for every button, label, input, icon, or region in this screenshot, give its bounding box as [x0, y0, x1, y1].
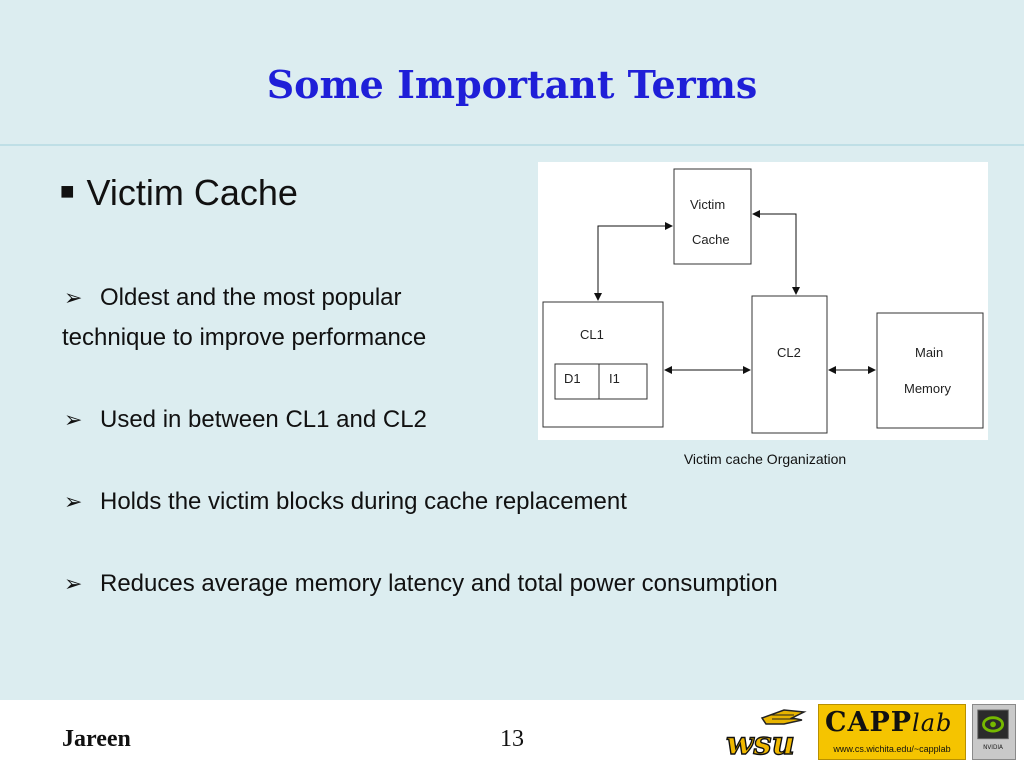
bullet-text-2: Used in between CL1 and CL2	[100, 406, 427, 433]
bullet-item-1	[64, 278, 426, 358]
diagram-caption: Victim cache Organization	[683, 451, 847, 467]
arrow-bullet-icon: ➢	[64, 407, 83, 432]
main-memory-label-2: Memory	[904, 381, 951, 396]
main-memory-label-1: Main	[915, 345, 944, 360]
bullet-item-3	[64, 482, 627, 522]
i1-box	[599, 364, 647, 399]
title-divider	[0, 144, 1024, 146]
page-number: 13	[500, 726, 524, 752]
i1-label: I1	[609, 371, 620, 386]
arrow-bullet-icon: ➢	[64, 285, 83, 310]
section-heading-text: Victim Cache	[86, 172, 298, 213]
bullet-text-1b: technique to improve performance	[62, 324, 427, 351]
capp-lab-url: www.cs.wichita.edu/~capplab	[833, 744, 951, 754]
cl2-box	[752, 296, 827, 433]
arrow-bullet-icon: ➢	[64, 489, 83, 514]
cl1-label: CL1	[580, 327, 604, 342]
main-memory-box	[877, 313, 983, 428]
victim-cache-diagram	[538, 162, 988, 440]
arrow-victim-cl1	[598, 226, 672, 300]
bullet-item-2	[64, 400, 427, 440]
arrow-victim-cl2	[753, 214, 796, 294]
victim-cache-box	[674, 169, 751, 264]
bullet-item-4	[64, 564, 778, 604]
cl2-label: CL2	[777, 345, 801, 360]
nvidia-logo	[972, 704, 1016, 760]
victim-cache-label-1: Victim	[690, 197, 726, 212]
wsu-logo	[722, 704, 808, 760]
bullet-text-4: Reduces average memory latency and total power consumption	[100, 570, 778, 597]
nvidia-logo-text: NVIDIA	[983, 745, 1003, 752]
capp-lab-title-lab: lab	[912, 709, 953, 737]
capp-lab-title-text: CAPP	[825, 707, 913, 738]
bullet-text-1a: Oldest and the most popular	[100, 284, 402, 311]
victim-cache-label-2: Cache	[692, 232, 730, 247]
slide-title: Some Important Terms	[266, 62, 758, 107]
section-heading	[60, 172, 298, 214]
d1-label: D1	[564, 371, 581, 386]
capp-lab-title	[825, 707, 952, 738]
footer-author: Jareen	[62, 726, 131, 752]
capp-lab-logo	[818, 704, 966, 760]
bullet-text-3: Holds the victim blocks during cache replacement	[100, 488, 627, 515]
arrow-bullet-icon: ➢	[64, 571, 83, 596]
square-bullet-icon: ■	[60, 178, 75, 205]
wsu-logo-text: wsu	[726, 724, 795, 760]
